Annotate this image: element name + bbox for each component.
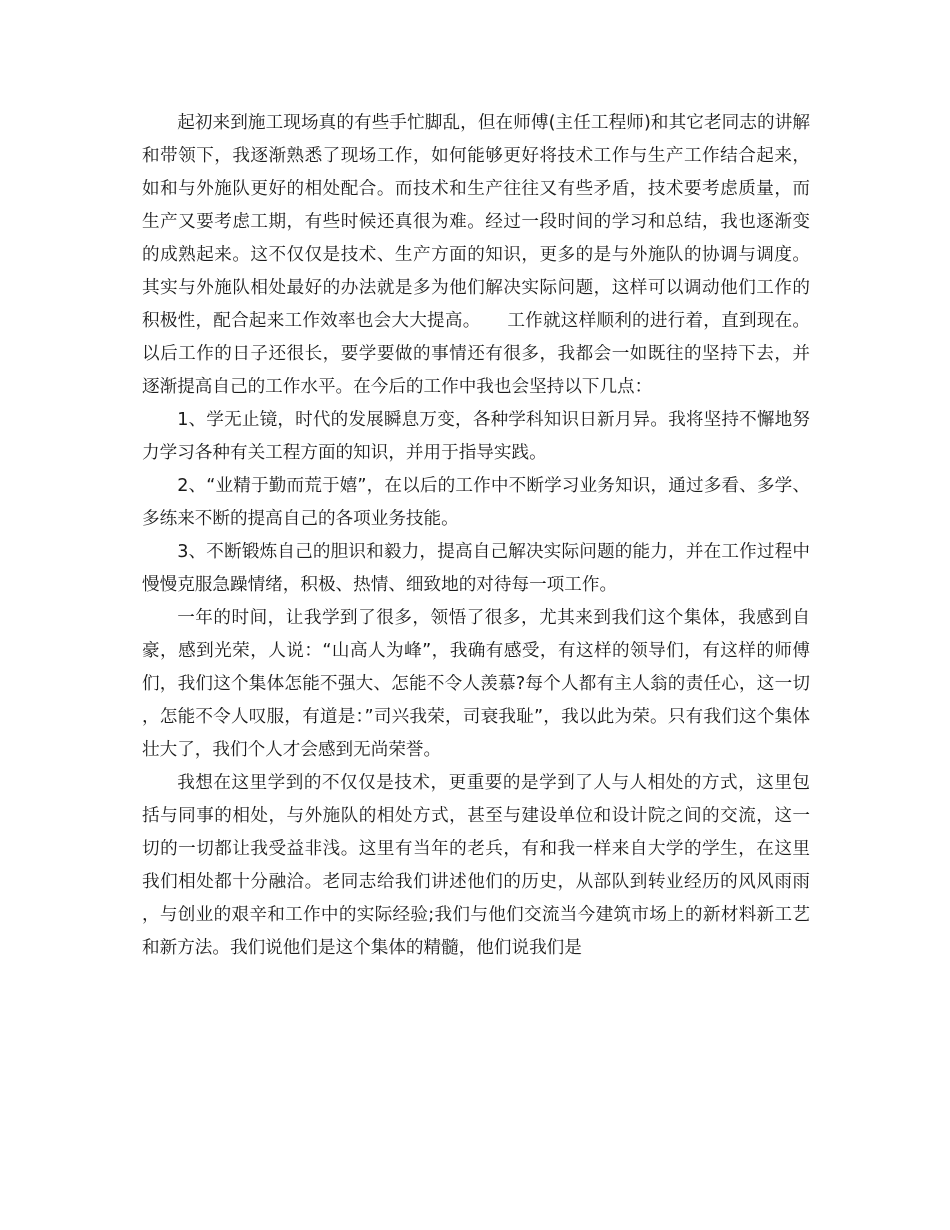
paragraph-year-reflection: 一年的时间，让我学到了很多，领悟了很多，尤其来到我们这个集体，我感到自豪，感到光荣，人说：“山高人为峰”，我确有感受，有这样的领导们，有这样的师傅们，我们这个集体怎能不强大、怎能不令人羡慕?每个人都有主人翁的责任心，这一切，怎能不令人叹服，有道是：”司兴我荣，司衰我耻”，我以此为荣。只有我们这个集体壮大了，我们个人才会感到无尚荣誉。 [142, 608, 810, 760]
paragraph-point-3: 3、不断锻炼自己的胆识和毅力，提高自己解决实际问题的能力，并在工作过程中慢慢克服急躁情绪，积极、热情、细致地的对待每一项工作。 [142, 542, 810, 595]
document-body [142, 107, 810, 965]
paragraph-point-1: 1、学无止镜，时代的发展瞬息万变，各种学科知识日新月异。我将坚持不懈地努力学习各种有关工程方面的知识，并用于指导实践。 [142, 410, 810, 463]
paragraph-point-2: 2、“业精于勤而荒于嬉”，在以后的工作中不断学习业务知识，通过多看、多学、多练来不断的提高自己的各项业务技能。 [142, 476, 810, 529]
paragraph-learning-relations: 我想在这里学到的不仅仅是技术，更重要的是学到了人与人相处的方式，这里包括与同事的相处，与外施队的相处方式，甚至与建设单位和设计院之间的交流，这一切的一切都让我受益非浅。这里有当年的老兵，有和我一样来自大学的学生，在这里我们相处都十分融洽。老同志给我们讲述他们的历史，从部队到转业经历的风风雨雨，与创业的艰辛和工作中的实际经验;我们与他们交流当今建筑市场上的新材料新工艺和新方法。我们说他们是这个集体的精髓，他们说我们是 [142, 773, 810, 958]
paragraph-work-experience: 起初来到施工现场真的有些手忙脚乱，但在师傅(主任工程师)和其它老同志的讲解和带领下，我逐渐熟悉了现场工作，如何能够更好将技术工作与生产工作结合起来，如和与外施队更好的相处配合。而技术和生产往往又有些矛盾，技术要考虑质量，而生产又要考虑工期，有些时候还真很为难。经过一段时间的学习和总结，我也逐渐变的成熟起来。这不仅仅是技术、生产方面的知识，更多的是与外施队的协调与调度。其实与外施队相处最好的办法就是多为他们解决实际问题，这样可以调动他们工作的积极性，配合起来工作效率也会大大提高。 工作就这样顺利的进行着，直到现在。以后工作的日子还很长，要学要做的事情还有很多，我都会一如既往的坚持下去，并逐渐提高自己的工作水平。在今后的工作中我也会坚持以下几点： [142, 113, 810, 397]
